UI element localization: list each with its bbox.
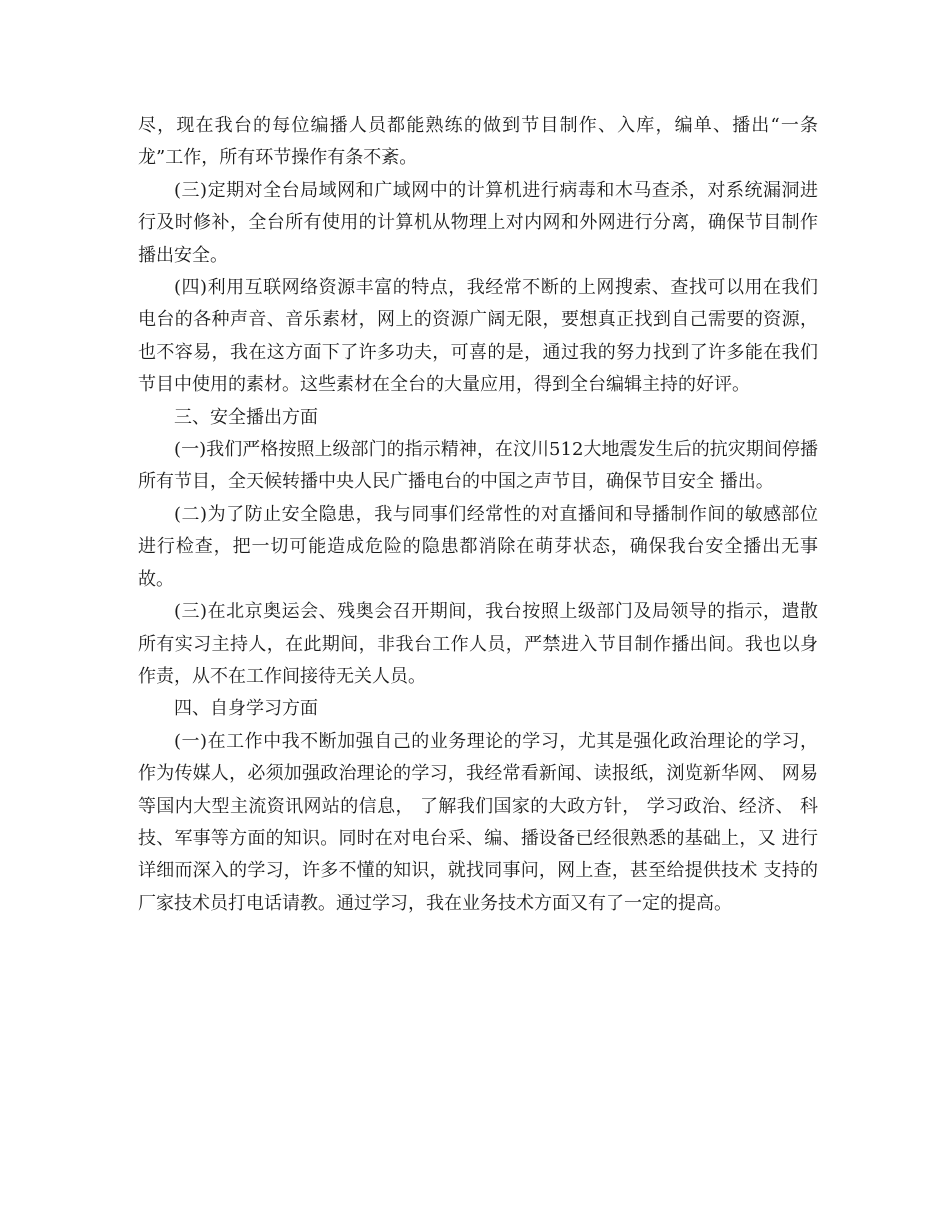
paragraph-safety-inspection: (二)为了防止安全隐患，我与同事们经常性的对直播间和导播制作间的敏感部位进行检查，把一切可能造成危险的隐患都消除在萌芽状态，确保我台安全播出无事故。: [138, 503, 818, 590]
paragraph-network-security: (三)定期对全台局域网和广域网中的计算机进行病毒和木马查杀，对系统漏洞进行及时修补，全台所有使用的计算机从物理上对内网和外网进行分离，确保节目制作播出安全。: [138, 179, 818, 266]
paragraph-olympics-period: (三)在北京奥运会、残奥会召开期间，我台按照上级部门及局领导的指示，遣散所有实习主持人，在此期间，非我台工作人员，严禁进入节目制作播出间。我也以身作责，从不在工作间接待无关人员。: [138, 601, 818, 687]
section-heading-self-study: 四、自身学习方面: [174, 698, 318, 720]
paragraph-earthquake-broadcast: (一)我们严格按照上级部门的指示精神，在汶川512大地震发生后的抗灾期间停播所有节目，全天候转播中央人民广播电台的中国之声节目，确保节目安全 播出。: [138, 439, 818, 493]
paragraph-continuation: 尽，现在我台的每位编播人员都能熟练的做到节目制作、入库，编单、播出“一条龙”工作，所有环节操作有条不紊。: [138, 115, 818, 169]
paragraph-study-details: (一)在工作中我不断加强自己的业务理论的学习，尤其是强化政治理论的学习，作为传媒人，必须加强政治理论的学习，我经常看新闻、读报纸，浏览新华网、 网易等国内大型主流资讯网站的信息， 了解我们国家的大政方针， 学习政治、经济、 科技、军事等方面的知识。同时在对电台采、编、播设备已经很熟悉的基础上，又 进行详细而深入的学习，许多不懂的知识，就找同事问，网上查，甚至给提供技术 支持的厂家技术员打电话请教。通过学习，我在业务技术方面又有了一定的提高。: [138, 730, 818, 914]
section-heading-safe-broadcast: 三、安全播出方面: [174, 406, 318, 428]
document-body: [138, 110, 818, 920]
paragraph-internet-resources: (四)利用互联网络资源丰富的特点，我经常不断的上网搜索、查找可以用在我们电台的各种声音、音乐素材，网上的资源广阔无限，要想真正找到自己需要的资源，也不容易，我在这方面下了许多功夫，可喜的是，通过我的努力找到了许多能在我们节目中使用的素材。这些素材在全台的大量应用，得到全台编辑主持的好评。: [138, 277, 818, 396]
